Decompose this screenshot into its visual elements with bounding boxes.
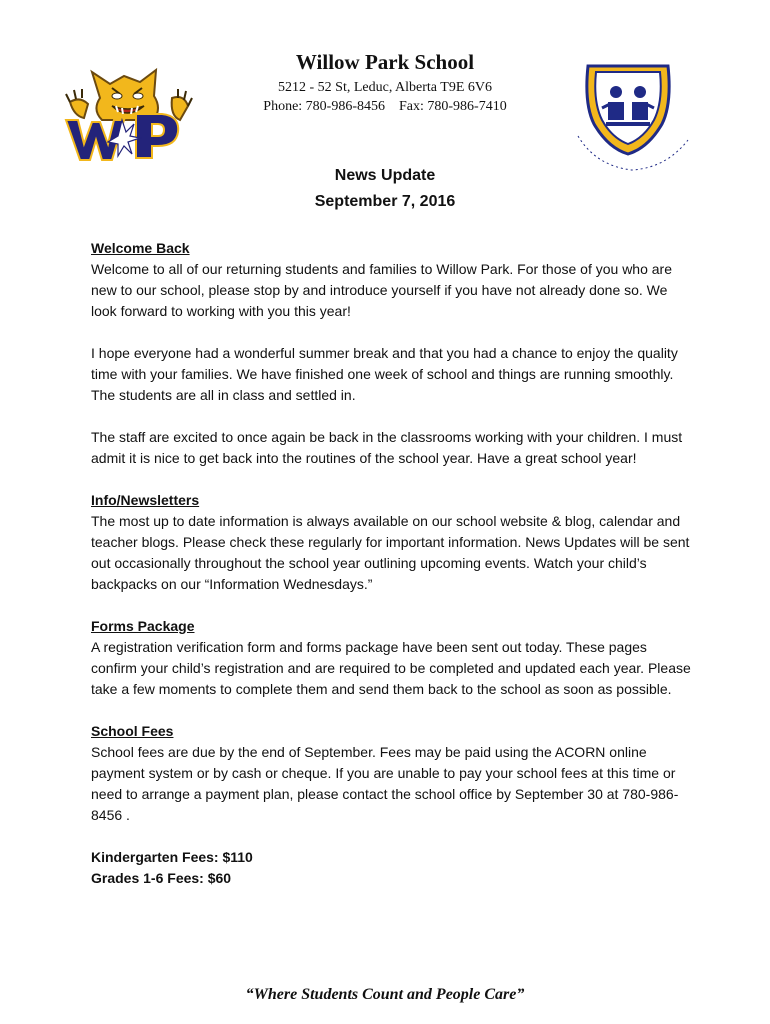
section-heading-info: Info/Newsletters (91, 492, 200, 508)
welcome-paragraph-1: Welcome to all of our returning students and families to Willow Park. For those of you who are new to our school, please stop by and introduce yourself if you have not already done so. We look forward to working with you this year! (91, 261, 673, 319)
phone-number: Phone: 780-986-8456 (263, 99, 385, 114)
welcome-paragraph-2: I hope everyone had a wonderful summer break and that you had a chance to enjoy the quality time with your families. We have finished one week of school and things are running smoothly. The students are all in class and settled in. (91, 345, 678, 403)
section-heading-fees: School Fees (91, 723, 174, 739)
regional-schools-crest (570, 58, 696, 178)
regional-schools-crest-icon (570, 58, 696, 178)
grades-fees: Grades 1-6 Fees: $60 (91, 870, 232, 886)
fax-number: Fax: 780-986-7410 (399, 99, 507, 114)
news-date: September 7, 2016 (314, 193, 456, 210)
kindergarten-fees: Kindergarten Fees: $110 (91, 849, 253, 865)
contact-line (0, 99, 770, 115)
section-heading-forms: Forms Package (91, 618, 195, 634)
school-address: 5212 - 52 St, Leduc, Alberta T9E 6V6 (278, 80, 492, 95)
forms-paragraph: A registration verification form and forms package have been sent out today. These pages confirm your child’s registration and are required to be completed and updated each year. Please take a few moments to complete them and send them back to the school as soon as possible. (91, 639, 691, 697)
school-motto: “Where Students Count and People Care” (245, 986, 525, 1003)
welcome-paragraph-3: The staff are excited to once again be back in the classrooms working with your children. I must admit it is nice to get back into the routines of the school year. Have a great school year! (91, 429, 683, 466)
newsletter-body (91, 238, 691, 889)
news-title: News Update (334, 167, 436, 184)
school-name: Willow Park School (295, 50, 475, 74)
section-heading-welcome: Welcome Back (91, 240, 190, 256)
info-paragraph: The most up to date information is always available on our school website & blog, calendar and teacher blogs. Please check these regularly for important information. News Updates will be sent out occasionally throughout the school year outlining upcoming events. Watch your child’s backpacks on our “Information Wednesdays.” (91, 513, 690, 592)
fees-paragraph: School fees are due by the end of September. Fees may be paid using the ACORN online payment system or by cash or cheque. If you are unable to pay your school fees at this time or need to arrange a payment plan, please contact the school office by September 30 at 780-986-8456 . (91, 744, 679, 823)
